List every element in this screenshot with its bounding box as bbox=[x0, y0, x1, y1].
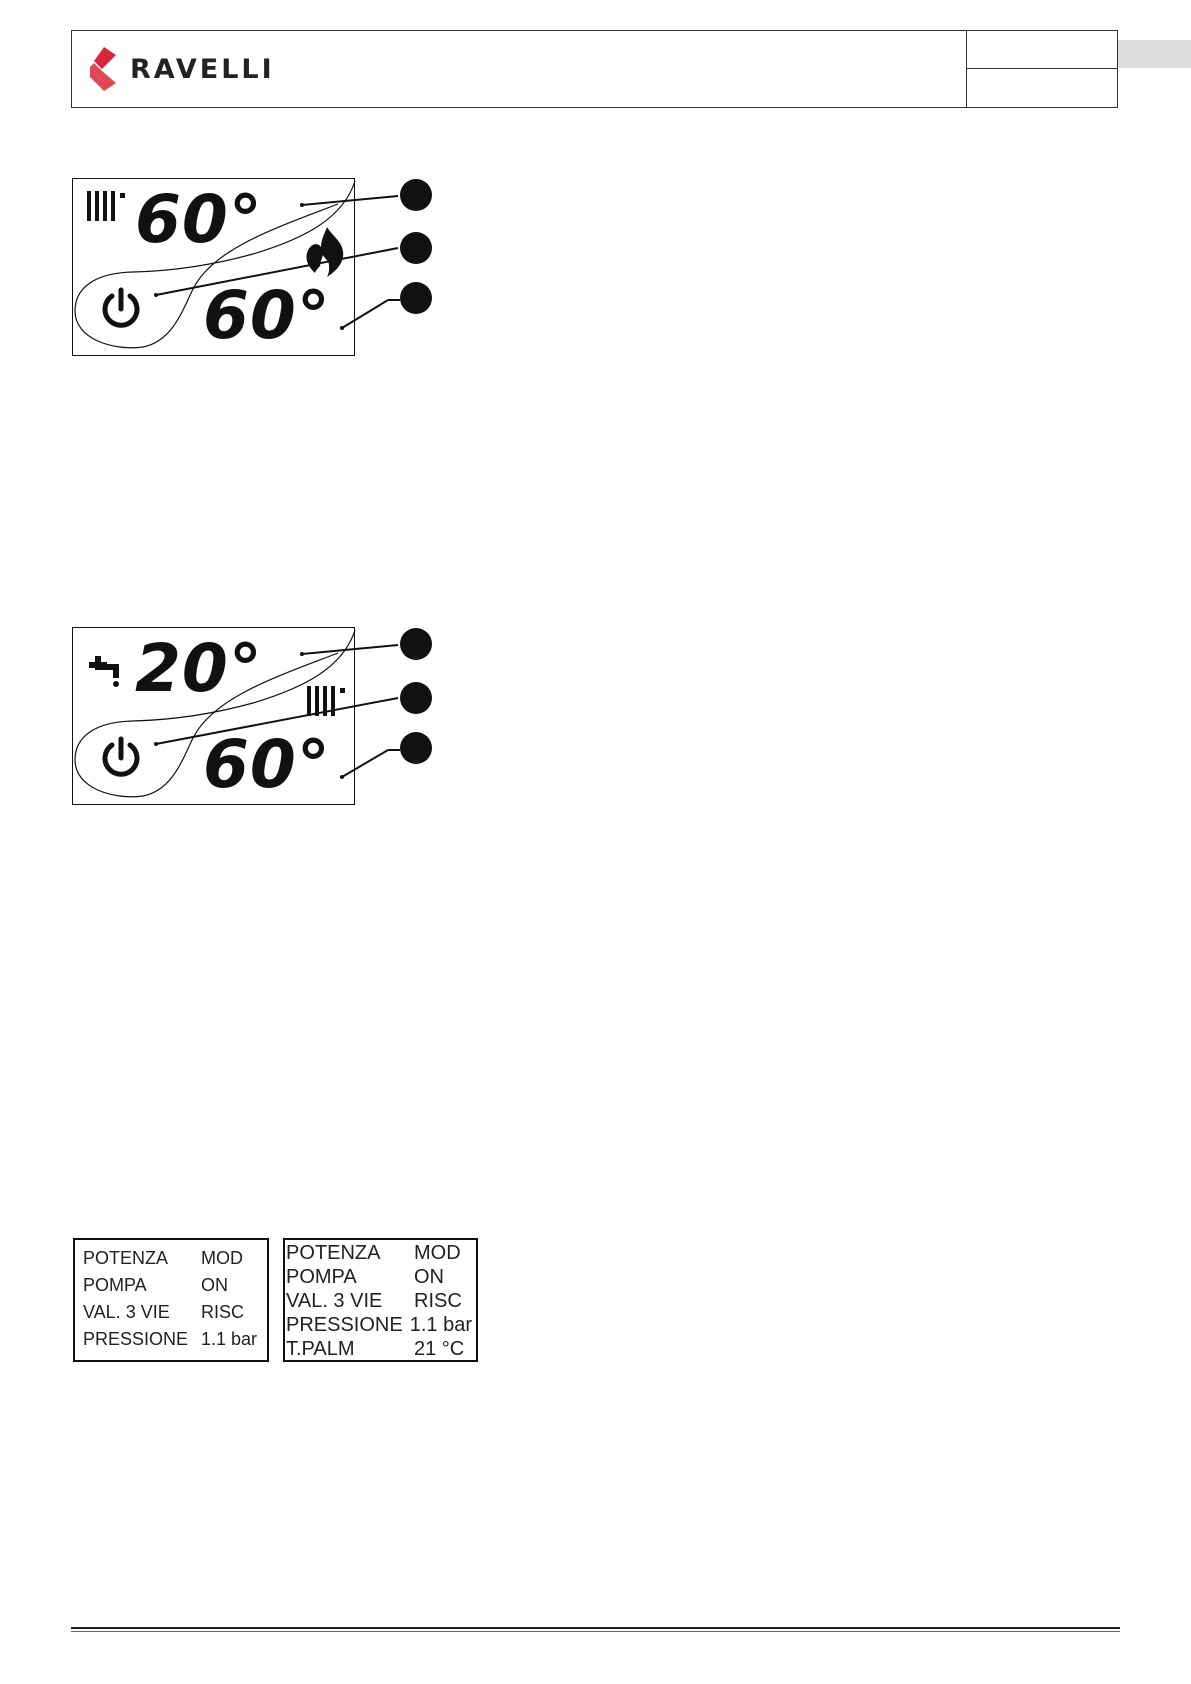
status-value: 1.1 bar bbox=[409, 1314, 472, 1336]
status-value: MOD bbox=[201, 1248, 243, 1268]
status-value: RISC bbox=[201, 1302, 245, 1322]
brand-name: RAVELLI bbox=[130, 53, 275, 85]
callout-marker-1 bbox=[400, 628, 432, 660]
table-row bbox=[286, 1290, 472, 1314]
footer-divider-thin bbox=[71, 1631, 1120, 1632]
table-row bbox=[83, 1329, 261, 1356]
status-key: PRESSIONE bbox=[286, 1314, 403, 1336]
table-row bbox=[83, 1302, 261, 1329]
status-key: POTENZA bbox=[286, 1242, 381, 1264]
status-key: POMPA bbox=[83, 1275, 147, 1295]
callout-marker-2 bbox=[400, 682, 432, 714]
status-key: POTENZA bbox=[83, 1248, 169, 1268]
status-value: 1.1 bar bbox=[201, 1329, 258, 1349]
table-row bbox=[286, 1314, 472, 1338]
status-key: PRESSIONE bbox=[83, 1329, 189, 1349]
table-row bbox=[286, 1242, 472, 1266]
status-key: VAL. 3 VIE bbox=[286, 1290, 383, 1312]
heating-temperature: 60° bbox=[203, 726, 331, 803]
status-key: POMPA bbox=[286, 1266, 357, 1288]
status-key: VAL. 3 VIE bbox=[83, 1302, 170, 1322]
callout-marker-1 bbox=[400, 179, 432, 211]
callout-marker-2 bbox=[400, 232, 432, 264]
status-table-basic bbox=[73, 1238, 269, 1362]
callout-marker-3 bbox=[400, 732, 432, 764]
table-row bbox=[286, 1266, 472, 1290]
footer-divider bbox=[71, 1627, 1120, 1629]
status-table-extended bbox=[283, 1238, 478, 1362]
table-row bbox=[286, 1338, 472, 1362]
table-row bbox=[83, 1275, 261, 1302]
lcd-top-callouts bbox=[0, 0, 1191, 420]
heating-temperature: 60° bbox=[135, 181, 263, 258]
status-value: ON bbox=[414, 1266, 444, 1288]
table-row bbox=[83, 1248, 261, 1275]
dhw-temperature: 20° bbox=[135, 630, 263, 707]
status-value: MOD bbox=[414, 1242, 461, 1264]
status-value: RISC bbox=[414, 1290, 462, 1312]
status-value: 21 °C bbox=[414, 1338, 465, 1360]
callout-marker-3 bbox=[400, 282, 432, 314]
status-value: ON bbox=[201, 1275, 228, 1295]
status-key: T.PALM bbox=[286, 1338, 355, 1360]
lcd-bottom-callouts bbox=[0, 420, 1191, 820]
boiler-temperature: 60° bbox=[203, 277, 331, 354]
